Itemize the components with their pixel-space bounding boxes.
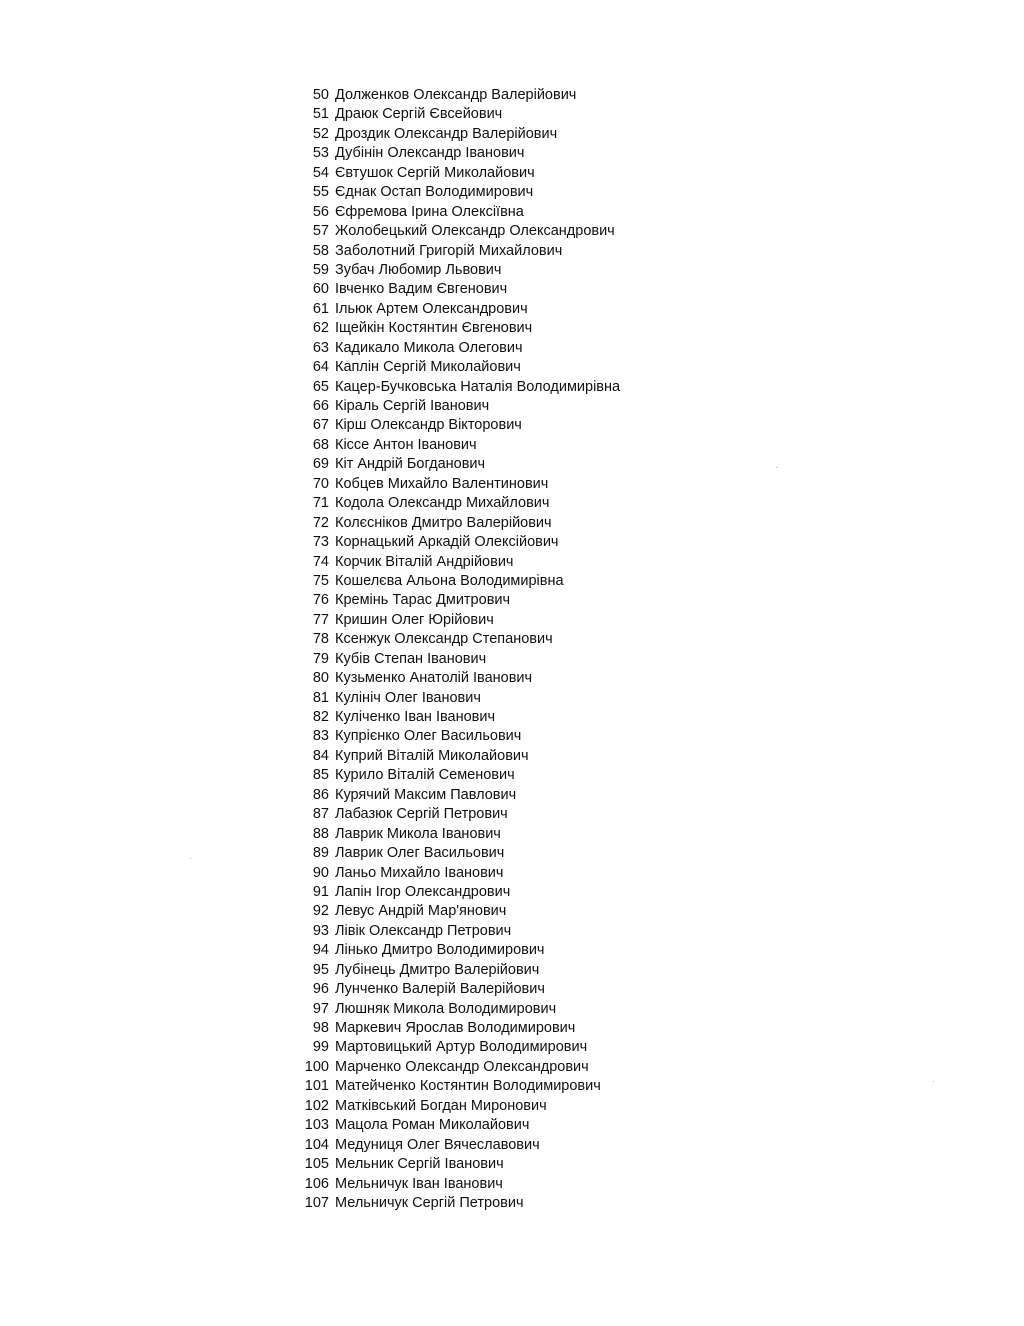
- list-item: [296, 1155, 620, 1174]
- list-item: [296, 125, 620, 144]
- list-item-name: Кошелєва Альона Володимирівна: [335, 572, 564, 589]
- list-item-name: Євтушок Сергій Миколайович: [335, 164, 535, 181]
- list-item-number: 105: [304, 1156, 329, 1173]
- list-item: [296, 1194, 620, 1213]
- list-item: [296, 708, 620, 727]
- list-item-number: 77: [312, 611, 329, 628]
- list-item-name: Матейченко Костянтин Володимирович: [335, 1078, 601, 1095]
- list-item-name: Мельничук Сергій Петрович: [335, 1194, 524, 1211]
- list-item-name: Лунченко Валерій Валерійович: [335, 981, 545, 998]
- list-item-name: Купрієнко Олег Васильович: [335, 728, 522, 745]
- list-item: [296, 494, 620, 513]
- list-item-name: Кришин Олег Юрійович: [335, 611, 494, 628]
- list-item-number: 64: [312, 359, 329, 376]
- list-item-name: Кодола Олександр Михайлович: [335, 495, 550, 512]
- list-item-number: 104: [304, 1136, 329, 1153]
- list-item-name: Кацер-Бучковська Наталія Володимирівна: [335, 378, 621, 395]
- list-item: [296, 358, 620, 377]
- list-item-number: 51: [312, 106, 329, 123]
- list-item-name: Левус Андрій Мар'янович: [335, 903, 507, 920]
- list-item-name: Марченко Олександр Олександрович: [335, 1058, 589, 1075]
- list-item: [296, 689, 620, 708]
- list-item: [296, 1058, 620, 1077]
- list-item: [296, 1116, 620, 1135]
- list-item-name: Кіраль Сергій Іванович: [335, 398, 490, 414]
- list-item: [296, 922, 620, 941]
- list-item: [296, 1136, 620, 1155]
- list-item: [296, 436, 620, 455]
- list-item-number: 72: [312, 514, 329, 531]
- list-item-number: 81: [312, 689, 329, 706]
- scan-speck: [776, 467, 777, 468]
- list-item: [296, 572, 620, 591]
- list-item-name: Єднак Остап Володимирович: [335, 184, 534, 201]
- list-item-number: 57: [312, 223, 329, 240]
- list-item: [296, 144, 620, 163]
- list-item: [296, 980, 620, 999]
- list-item-number: 84: [312, 747, 329, 764]
- list-item-number: 80: [312, 670, 329, 687]
- list-item: [296, 319, 620, 338]
- list-item-number: 74: [312, 553, 329, 570]
- list-item-number: 86: [312, 786, 329, 803]
- list-item-name: Ланьо Михайло Іванович: [335, 864, 504, 881]
- list-item-number: 82: [312, 709, 329, 725]
- list-item-number: 67: [312, 417, 329, 434]
- list-item-number: 106: [304, 1175, 329, 1192]
- list-item: [296, 1019, 620, 1038]
- list-item-name: Каплін Сергій Миколайович: [335, 359, 521, 376]
- list-item-number: 65: [312, 378, 329, 395]
- list-item-number: 61: [312, 300, 329, 317]
- list-item-name: Лінько Дмитро Володимирович: [335, 942, 545, 959]
- list-item: [296, 825, 620, 844]
- list-item-number: 103: [304, 1117, 329, 1134]
- list-item-number: 73: [312, 534, 329, 551]
- list-item-number: 79: [312, 650, 329, 667]
- list-item: [296, 183, 620, 202]
- list-item-name: Заболотний Григорій Михайлович: [335, 242, 563, 259]
- list-item: [296, 378, 620, 397]
- list-item: [296, 844, 620, 863]
- list-item-name: Лаврик Олег Васильович: [335, 845, 505, 862]
- list-item-number: 95: [312, 961, 329, 978]
- scan-speck: [933, 1081, 934, 1082]
- list-item-number: 90: [312, 864, 329, 881]
- list-item-name: Маркевич Ярослав Володимирович: [335, 1020, 576, 1036]
- list-item-number: 89: [312, 845, 329, 862]
- list-item: [296, 1038, 620, 1057]
- list-item: [296, 1000, 620, 1019]
- list-item-name: Курило Віталій Семенович: [335, 767, 515, 784]
- list-item-name: Мацола Роман Миколайович: [335, 1117, 530, 1134]
- list-item: [296, 805, 620, 824]
- list-item: [296, 864, 620, 883]
- list-item: [296, 941, 620, 960]
- list-item-number: 76: [312, 592, 329, 609]
- list-item-name: Дубінін Олександр Іванович: [335, 145, 525, 162]
- list-item-name: Мартовицький Артур Володимирович: [335, 1039, 588, 1056]
- list-item-name: Кіссе Антон Іванович: [335, 436, 477, 453]
- list-item-name: Ксенжук Олександр Степанович: [335, 631, 553, 648]
- list-item-number: 55: [312, 184, 329, 201]
- list-item: [296, 630, 620, 649]
- list-item: [296, 242, 620, 261]
- list-item-name: Кірш Олександр Вікторович: [335, 417, 522, 434]
- list-item-name: Корнацький Аркадій Олексійович: [335, 534, 559, 551]
- list-item: [296, 222, 620, 241]
- list-item-number: 107: [304, 1194, 329, 1211]
- list-item-number: 91: [312, 883, 329, 900]
- list-item-number: 68: [312, 436, 329, 453]
- list-item: [296, 397, 620, 416]
- list-item: [296, 747, 620, 766]
- list-item-name: Куприй Віталій Миколайович: [335, 747, 529, 764]
- list-item: [296, 727, 620, 746]
- list-item-name: Люшняк Микола Володимирович: [335, 1000, 557, 1017]
- list-item-name: Матківський Богдан Миронович: [335, 1097, 547, 1114]
- list-item: [296, 1097, 620, 1116]
- list-item-number: 53: [312, 145, 329, 162]
- list-item-name: Лубінець Дмитро Валерійович: [335, 961, 540, 978]
- list-item-name: Кубів Степан Іванович: [335, 650, 487, 667]
- list-item-number: 85: [312, 767, 329, 784]
- list-item-number: 87: [312, 806, 329, 823]
- list-item: [296, 1077, 620, 1096]
- list-item-number: 71: [312, 495, 329, 512]
- list-item-number: 54: [312, 164, 329, 181]
- list-item: [296, 786, 620, 805]
- list-item-name: Долженков Олександр Валерійович: [335, 87, 577, 103]
- name-list: [296, 86, 620, 1213]
- list-item-number: 102: [304, 1097, 329, 1114]
- list-item-name: Лівік Олександр Петрович: [335, 922, 512, 939]
- list-item-number: 50: [312, 87, 329, 103]
- list-item: [296, 86, 620, 105]
- list-item-name: Кадикало Микола Олегович: [335, 339, 523, 356]
- list-item-name: Кузьменко Анатолій Іванович: [335, 670, 533, 687]
- list-item-number: 52: [312, 125, 329, 142]
- scan-speck: [190, 858, 191, 859]
- list-item-name: Іщейкін Костянтин Євгенович: [335, 320, 533, 337]
- list-item-number: 58: [312, 242, 329, 259]
- list-item-name: Кулініч Олег Іванович: [335, 689, 481, 706]
- list-item: [296, 902, 620, 921]
- list-item-number: 63: [312, 339, 329, 356]
- list-item-number: 62: [312, 320, 329, 337]
- list-item: [296, 455, 620, 474]
- list-item-number: 69: [312, 456, 329, 473]
- list-item: [296, 203, 620, 222]
- list-item: [296, 261, 620, 280]
- list-item-number: 75: [312, 572, 329, 589]
- list-item-name: Медуниця Олег Вячеславович: [335, 1136, 540, 1153]
- list-item-name: Мельник Сергій Іванович: [335, 1156, 504, 1173]
- list-item-name: Куліченко Іван Іванович: [335, 709, 496, 725]
- list-item-name: Курячий Максим Павлович: [335, 786, 517, 803]
- list-item: [296, 300, 620, 319]
- list-item-number: 78: [312, 631, 329, 648]
- list-item-number: 92: [312, 903, 329, 920]
- list-item-number: 66: [312, 398, 329, 414]
- list-item-name: Дроздик Олександр Валерійович: [335, 125, 558, 142]
- list-item-name: Кіт Андрій Богданович: [335, 456, 486, 473]
- list-item: [296, 280, 620, 299]
- list-item: [296, 1175, 620, 1194]
- list-item: [296, 961, 620, 980]
- list-item-number: 88: [312, 825, 329, 842]
- list-item-name: Лабазюк Сергій Петрович: [335, 806, 508, 823]
- list-item: [296, 883, 620, 902]
- list-item: [296, 591, 620, 610]
- list-item: [296, 514, 620, 533]
- list-item-number: 59: [312, 261, 329, 278]
- list-item-name: Івченко Вадим Євгенович: [335, 281, 508, 298]
- list-item: [296, 533, 620, 552]
- list-item-number: 99: [312, 1039, 329, 1056]
- list-item-number: 56: [312, 203, 329, 220]
- list-item-name: Єфремова Ірина Олексіївна: [335, 203, 524, 220]
- list-item-number: 70: [312, 475, 329, 492]
- list-item-number: 96: [312, 981, 329, 998]
- list-item-number: 60: [312, 281, 329, 298]
- list-item: [296, 766, 620, 785]
- list-item-name: Жолобецький Олександр Олександрович: [335, 223, 615, 240]
- list-item-number: 83: [312, 728, 329, 745]
- list-item: [296, 475, 620, 494]
- list-item-number: 97: [312, 1000, 329, 1017]
- list-item-name: Кобцев Михайло Валентинович: [335, 475, 549, 492]
- list-item-number: 100: [304, 1058, 329, 1075]
- list-item-number: 98: [312, 1020, 329, 1036]
- list-item-name: Ільюк Артем Олександрович: [335, 300, 528, 317]
- list-item-name: Кремінь Тарас Дмитрович: [335, 592, 511, 609]
- list-item: [296, 611, 620, 630]
- list-item: [296, 105, 620, 124]
- list-item-name: Зубач Любомир Львович: [335, 261, 502, 278]
- list-item: [296, 553, 620, 572]
- list-item-number: 94: [312, 942, 329, 959]
- list-item-number: 93: [312, 922, 329, 939]
- list-item: [296, 416, 620, 435]
- list-item-name: Лаврик Микола Іванович: [335, 825, 501, 842]
- list-item: [296, 669, 620, 688]
- list-item: [296, 339, 620, 358]
- list-item-name: Драюк Сергій Євсейович: [335, 106, 503, 123]
- list-item-name: Лапін Ігор Олександрович: [335, 883, 511, 900]
- list-item: [296, 164, 620, 183]
- list-item-number: 101: [304, 1078, 329, 1095]
- list-item-name: Корчик Віталій Андрійович: [335, 553, 514, 570]
- list-item-name: Колєсніков Дмитро Валерійович: [335, 514, 552, 531]
- list-item: [296, 650, 620, 669]
- list-item-name: Мельничук Іван Іванович: [335, 1175, 503, 1192]
